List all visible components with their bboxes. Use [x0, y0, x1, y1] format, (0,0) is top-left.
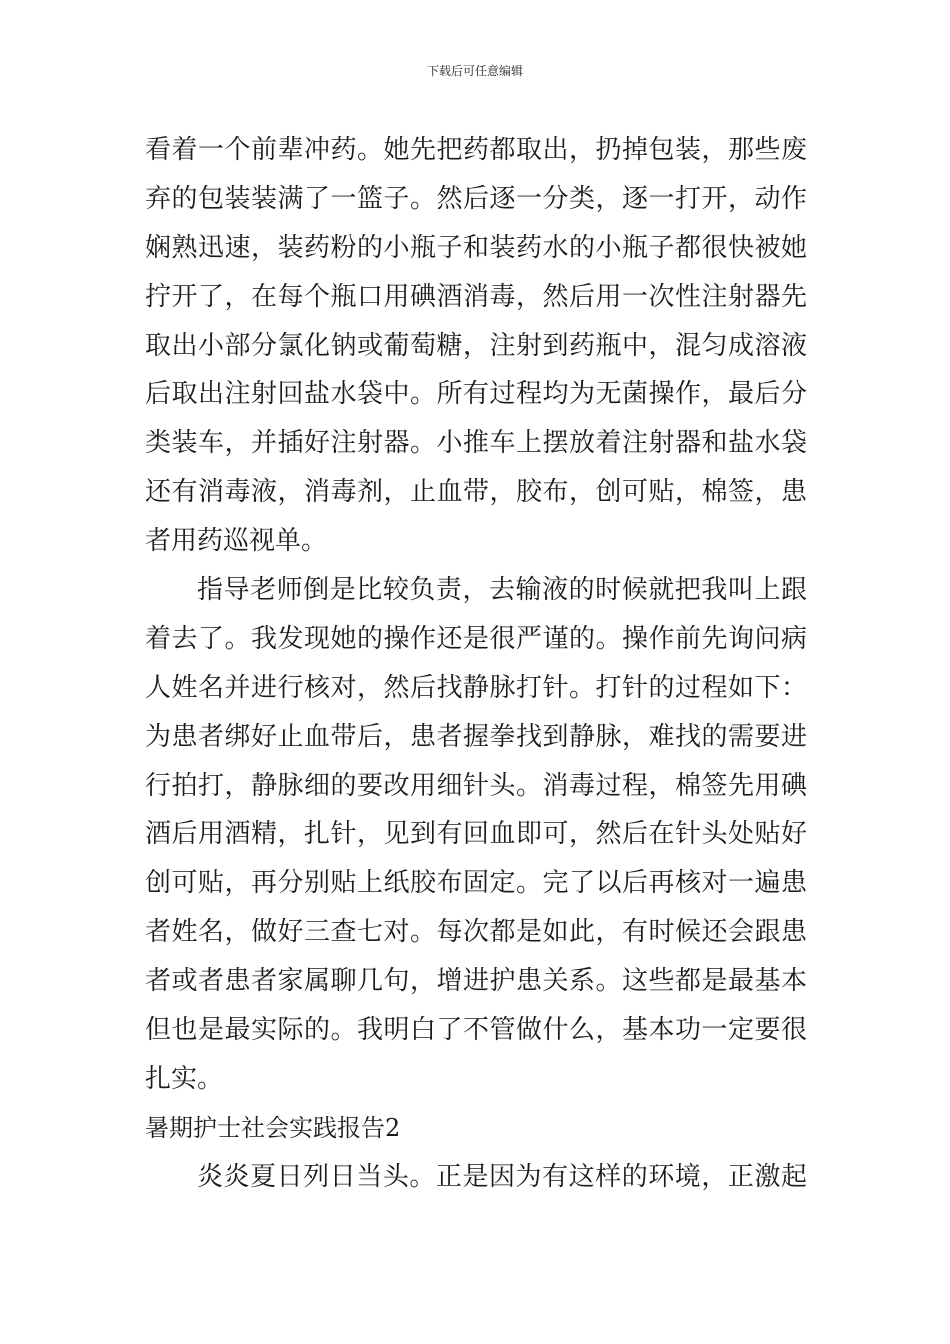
page-header-note: 下载后可任意编辑: [426, 64, 523, 78]
text-line: 弃的包装装满了一篮子。然后逐一分类，逐一打开，动作: [145, 183, 807, 214]
text-line: 看着一个前辈冲药。她先把药都取出，扔掉包装，那些废: [145, 135, 807, 165]
document-body: [145, 126, 807, 1202]
text-line: 拧开了，在每个瓶口用碘酒消毒，然后用一次性注射器先: [145, 281, 807, 312]
text-line: 者姓名，做好三查七对。每次都是如此，有时候还会跟患: [145, 917, 807, 948]
paragraph-first-line: 指导老师倒是比较负责，去输液的时候就把我叫上跟: [197, 575, 807, 606]
text-line: 行拍打，静脉细的要改用细针头。消毒过程，棉签先用碘: [145, 770, 807, 801]
text-line: 者或者患者家属聊几句，增进护患关系。这些都是最基本: [145, 966, 807, 997]
text-line: 着去了。我发现她的操作还是很严谨的。操作前先询问病: [145, 623, 807, 654]
text-line: 还有消毒液，消毒剂，止血带，胶布，创可贴，棉签，患: [145, 477, 807, 508]
text-line: 娴熟迅速，装药粉的小瓶子和装药水的小瓶子都很快被她: [145, 232, 807, 263]
text-line: 为患者绑好止血带后，患者握拳找到静脉，难找的需要进: [145, 721, 807, 752]
text-line: 取出小部分氯化钠或葡萄糖，注射到药瓶中，混匀成溶液: [145, 330, 807, 361]
paragraph-first-line: 炎炎夏日列日当头。正是因为有这样的环境，正激起: [197, 1161, 807, 1192]
text-line: 创可贴，再分别贴上纸胶布固定。完了以后再核对一遍患: [145, 868, 807, 899]
text-line: 扎实。: [145, 1063, 224, 1094]
text-line: 后取出注射回盐水袋中。所有过程均为无菌操作，最后分: [145, 379, 807, 410]
text-line: 人姓名并进行核对，然后找静脉打针。打针的过程如下：: [145, 672, 807, 703]
text-line: 类装车，并插好注射器。小推车上摆放着注射器和盐水袋: [145, 428, 807, 459]
text-line: 者用药巡视单。: [145, 526, 328, 557]
text-line: 酒后用酒精，扎针，见到有回血即可，然后在针头处贴好: [145, 819, 807, 850]
section-heading: 暑期护士社会实践报告2: [145, 1113, 401, 1142]
text-line: 但也是最实际的。我明白了不管做什么，基本功一定要很: [145, 1015, 807, 1046]
